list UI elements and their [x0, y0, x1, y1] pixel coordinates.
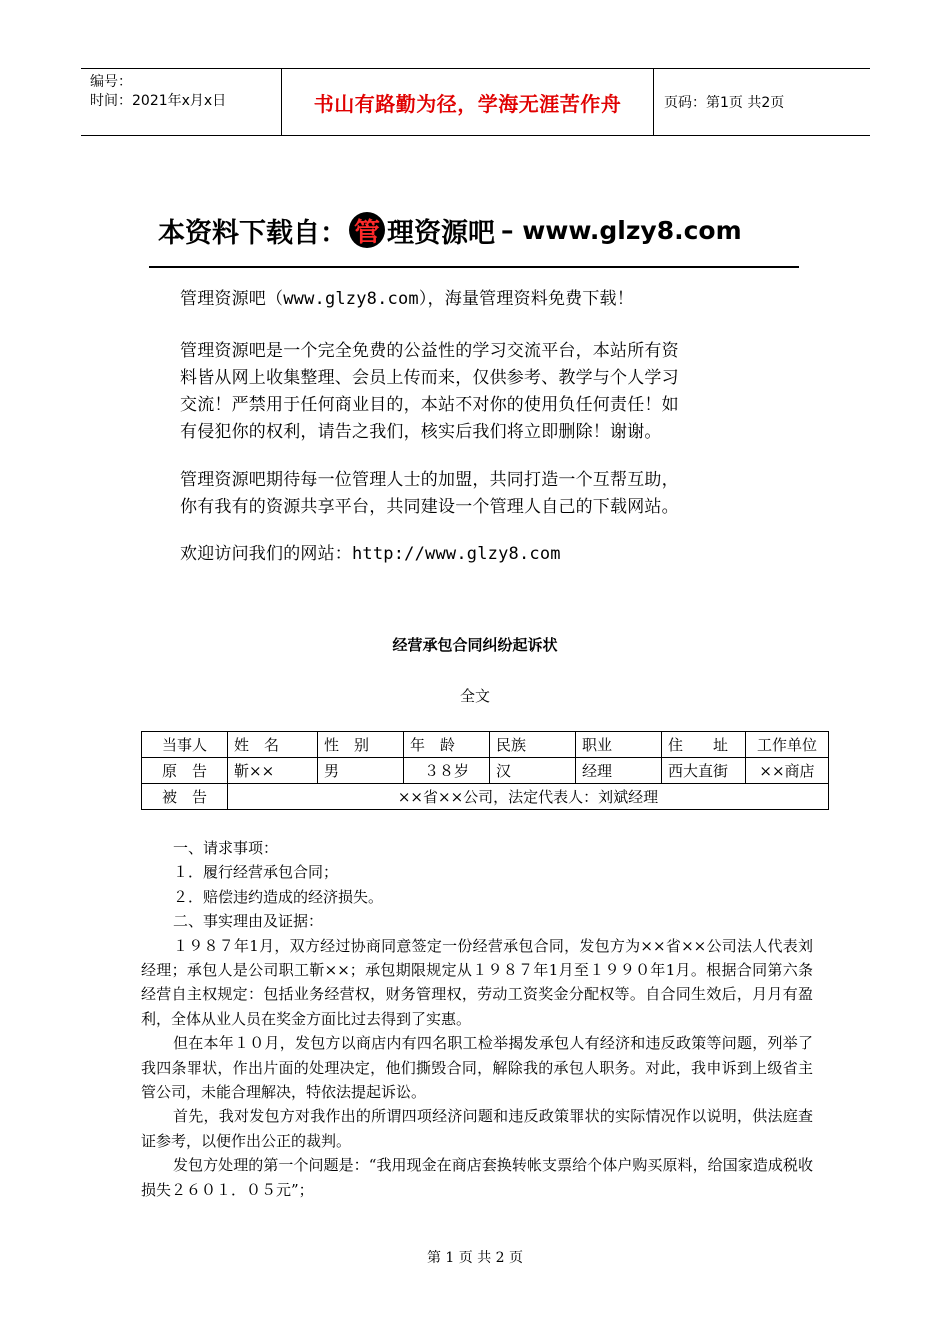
table-header-cell: 性 别 [318, 732, 404, 758]
banner-divider [149, 266, 799, 268]
intro-line: 管理资源吧是一个完全免费的公益性的学习交流平台，本站所有资 [180, 341, 679, 361]
intro-line: 料皆从网上收集整理、会员上传而来，仅供参考、教学与个人学习 [180, 368, 679, 388]
time-label: 时间：2021年x月x日 [90, 93, 227, 109]
header-meta [81, 69, 282, 135]
table-header-cell: 民族 [490, 732, 576, 758]
table-header-cell: 工作单位 [746, 732, 829, 758]
body-paragraph: 二、事实理由及证据： [173, 912, 324, 931]
motto: 书山有路勤为径，学海无涯苦作舟 [282, 69, 654, 135]
intro-line: 管理资源吧期待每一位管理人士的加盟，共同打造一个互帮互助， [180, 470, 679, 490]
parties-table [141, 731, 829, 810]
download-banner [158, 205, 798, 255]
document-body [141, 836, 813, 1202]
intro-line: 你有我有的资源共享平台，共同建设一个管理人自己的下载网站。 [180, 497, 679, 517]
body-paragraph: 但在本年１０月，发包方以商店内有四名职工检举揭发承包人有经济和违反政策等问题，列举了我四条罪状，作出片面的处理决定，他们撕毁合同，解除我的承包人职务。对此，我申诉到上级省主管公司，未能合理解决，特依法提起诉讼。 [141, 1034, 813, 1102]
table-cell: 西大直街 [662, 758, 746, 784]
table-row [142, 758, 829, 784]
intro-line1: 管理资源吧（www.glzy8.com），海量管理资料免费下载！ [180, 289, 634, 309]
intro-welcome: 欢迎访问我们的网站：http://www.glzy8.com [180, 544, 561, 564]
table-header-cell: 住 址 [662, 732, 746, 758]
body-paragraph: １９８７年1月，双方经过协商同意签定一份经营承包合同，发包方为××省××公司法人代表刘经理；承包人是公司职工靳××；承包期限规定从１９８７年1月至１９９０年1月。根据合同第六条经营自主权规定：包括业务经营权，财务管理权，劳动工资奖金分配权等。自合同生效后，月月有盈利，全体从业人员在奖金方面比过去得到了实惠。 [141, 936, 813, 1028]
table-row [142, 784, 829, 810]
body-paragraph: ２．赔偿违约造成的经济损失。 [173, 887, 384, 906]
site-logo-icon: 管 [349, 212, 385, 248]
document-header [81, 68, 870, 136]
table-header-cell: 姓 名 [228, 732, 318, 758]
banner-prefix: 本资料下载自： [158, 217, 347, 249]
table-cell: 被 告 [142, 784, 228, 810]
intro-line: 交流！严禁用于任何商业目的，本站不对你的使用负任何责任！如 [180, 395, 679, 415]
intro-para3 [180, 467, 780, 521]
table-cell: 男 [318, 758, 404, 784]
table-cell: ３８岁 [404, 758, 490, 784]
table-header-cell: 年 龄 [404, 732, 490, 758]
table-header-row [142, 732, 829, 758]
table-cell: ××省××公司，法定代表人：刘斌经理 [228, 784, 829, 810]
body-paragraph: 发包方处理的第一个问题是：“我用现金在商店套换转帐支票给个体户购买原料，给国家造成税收损失２６０１．０５元”； [141, 1156, 813, 1199]
table-header-cell: 职业 [576, 732, 662, 758]
table-cell: 汉 [490, 758, 576, 784]
body-paragraph: １．履行经营承包合同； [173, 863, 339, 882]
table-cell: 经理 [576, 758, 662, 784]
page-footer: 第 1 页 共 2 页 [426, 1250, 524, 1266]
document-subtitle: 全文 [459, 687, 490, 705]
body-paragraph: 首先，我对发包方对我作出的所谓四项经济问题和违反政策罪状的实际情况作以说明，供法庭查证参考，以便作出公正的裁判。 [141, 1107, 813, 1150]
intro-para2 [180, 338, 780, 446]
number-label: 编号： [90, 74, 132, 90]
body-paragraph: 一、请求事项： [173, 839, 279, 857]
banner-name: 理资源吧 [387, 217, 495, 249]
table-header-cell: 当事人 [142, 732, 228, 758]
table-cell: 原 告 [142, 758, 228, 784]
intro-line: 有侵犯你的权利，请告之我们，核实后我们将立即删除！谢谢。 [180, 422, 662, 442]
page-info: 页码：第1页 共2页 [664, 95, 785, 111]
table-cell: ××商店 [746, 758, 829, 784]
banner-site: – www.glzy8.com [501, 215, 742, 245]
document-title: 经营承包合同纠纷起诉状 [392, 636, 558, 654]
table-cell: 靳×× [228, 758, 318, 784]
